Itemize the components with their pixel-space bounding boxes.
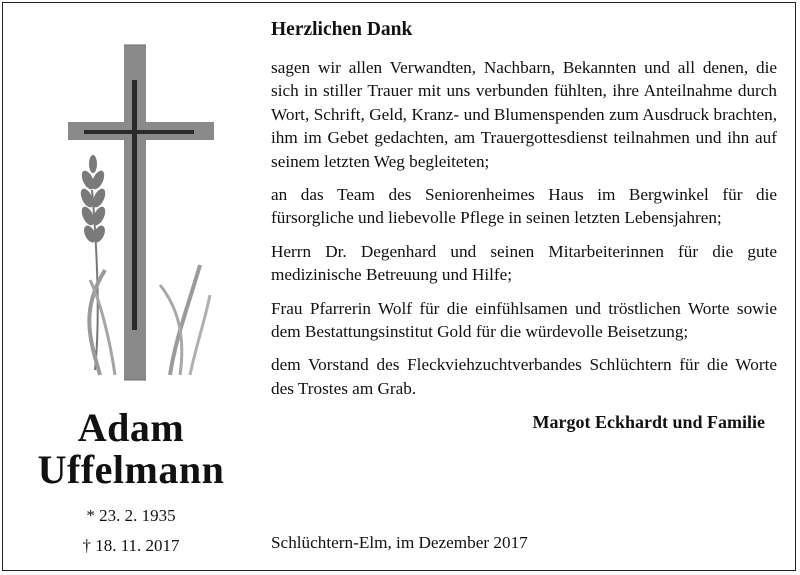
place-and-date: Schlüchtern-Elm, im Dezember 2017 bbox=[271, 533, 528, 552]
thanks-paragraph: Herrn Dr. Degenhard und seinen Mitarbeiterinnen für die gute medizinische Betreuung und Hilfe; bbox=[271, 241, 777, 285]
thanks-column bbox=[271, 18, 777, 434]
death-date: † 18. 11. 2017 bbox=[82, 536, 180, 555]
thanks-paragraph: an das Team des Seniorenheimes Haus im Bergwinkel für die fürsorgliche und liebevolle Pflege in seinen letzten Lebensjahren; bbox=[271, 185, 777, 228]
memorial-column bbox=[0, 0, 262, 571]
birth-date: * 23. 2. 1935 bbox=[86, 506, 176, 525]
family-signature: Margot Eckhardt und Familie bbox=[532, 412, 765, 433]
deceased-last-name: Uffelmann bbox=[37, 447, 225, 492]
thanks-paragraph: dem Vorstand des Fleckviehzuchtverbandes Schlüchtern für die Worte des Trostes am Grab. bbox=[271, 355, 777, 398]
deceased-first-name: Adam bbox=[77, 405, 185, 450]
notice-heading: Herzlichen Dank bbox=[271, 19, 413, 40]
thanks-paragraph: Frau Pfarrerin Wolf für die einfühlsamen und tröstlichen Worte sowie dem Bestattungsinstitut Gold für die würdevolle Beisetzung; bbox=[271, 298, 777, 342]
cross-with-wheat-icon bbox=[60, 40, 220, 385]
thanks-paragraph: sagen wir allen Verwandten, Nachbarn, Bekannten und all denen, die sich in stiller Trauer mit uns verbunden fühlten, ihre Anteilnahme durch Wort, Schrift, Geld, Kranz- und Blumenspenden zum Ausdruck brachten, ihm im Gebet gedachten, am Trauergottesdienst teilnahmen und ihn auf seinem letzten Weg begleiteten; bbox=[271, 58, 777, 171]
